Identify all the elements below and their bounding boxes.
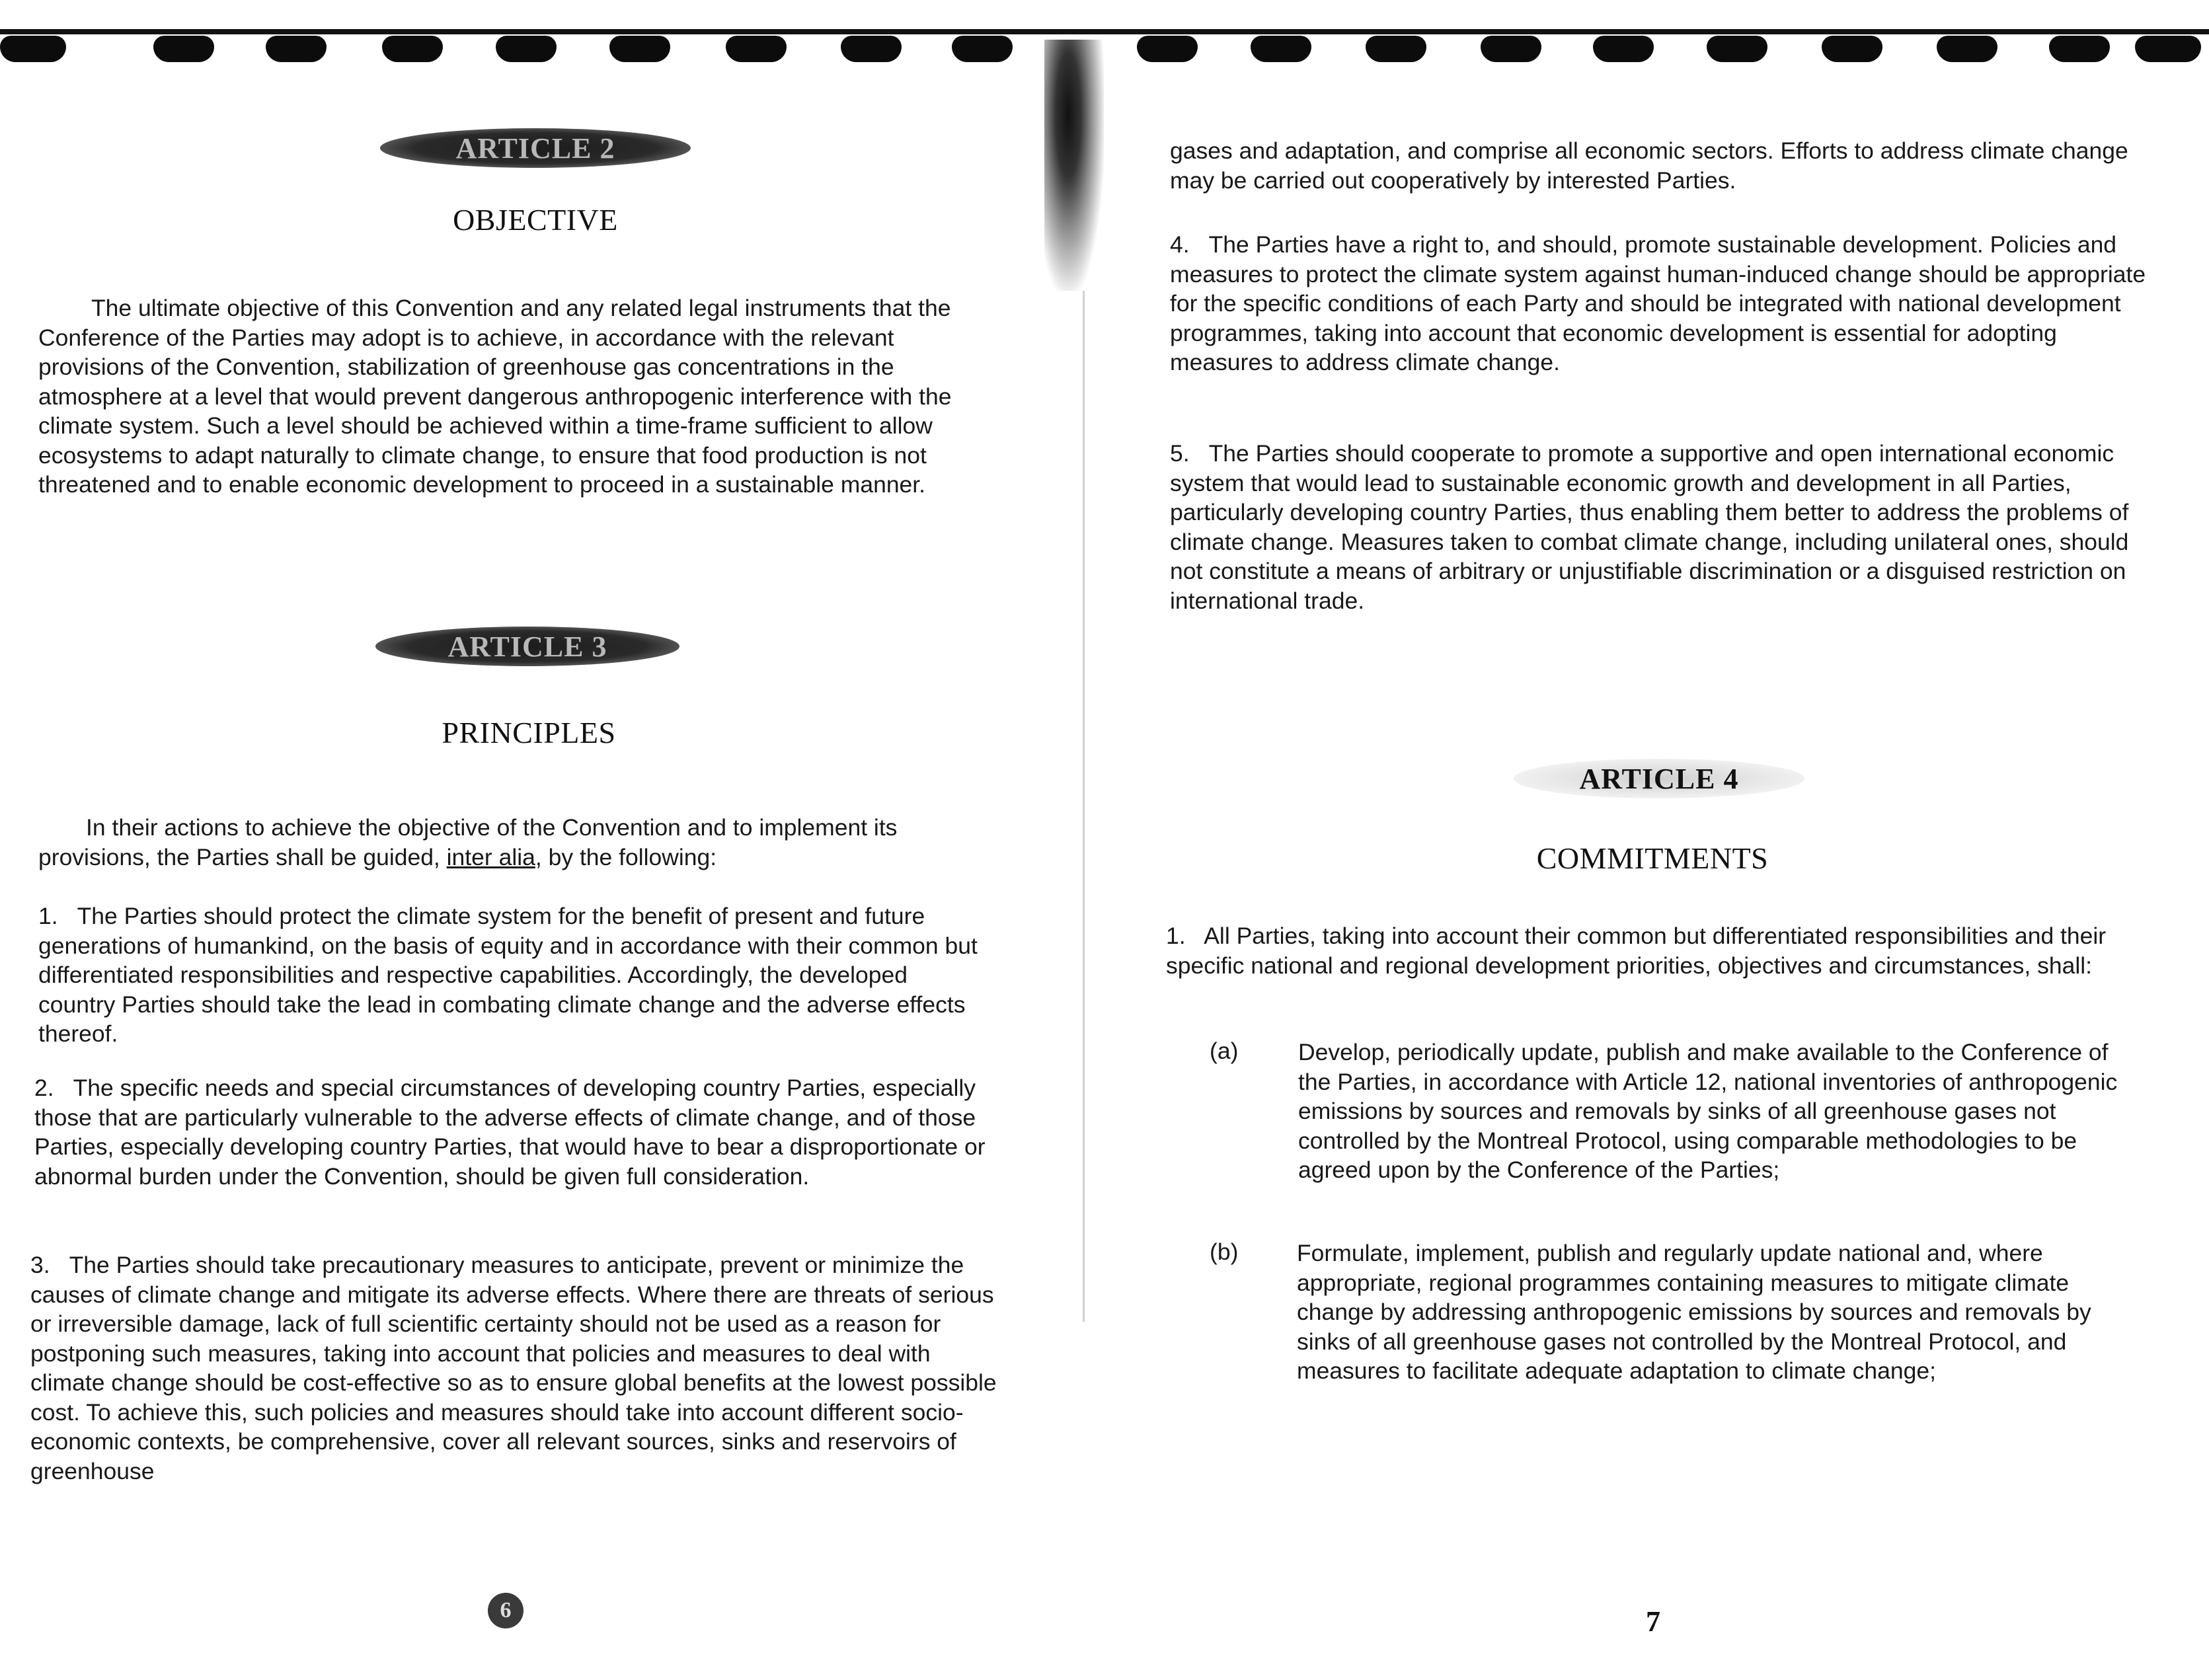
principle-text: The Parties should protect the climate system for the benefit of present and future generations of humankind, on the basis of equity and in accordance with their common but differentiated responsibilities and respective capabilities. Accordingly, the developed country Parties should take the lead in combating climate change and the adverse effects thereof. [38, 903, 978, 1047]
article-4-heading: COMMITMENTS [1536, 841, 1769, 875]
article-3-intro [38, 813, 997, 872]
article-3-intro-end: , by the following: [535, 843, 717, 870]
item-b-label: (b) [1210, 1239, 1239, 1265]
principle-1 [38, 901, 990, 1049]
principle-number: 2. [34, 1075, 54, 1101]
principle-5 [1170, 439, 2161, 615]
article-4-banner [1514, 759, 1804, 798]
article-3-banner-text: ARTICLE 3 [447, 630, 607, 663]
article-2-heading: OBJECTIVE [453, 203, 618, 237]
principle-number: 1. [38, 903, 58, 929]
principle-number: 5. [1170, 440, 1190, 467]
page-number-left: 6 [488, 1593, 523, 1628]
commitment-1 [1166, 921, 2171, 980]
page-number-right: 7 [1646, 1605, 1660, 1638]
left-page [0, 0, 1084, 1680]
item-a-label: (a) [1210, 1038, 1239, 1064]
article-3-banner [375, 627, 679, 666]
principle-text: The Parties should take precautionary measures to anticipate, prevent or minimize the causes of climate change and mitigate its adverse effects. Where there are threats of serious or irreversible damage, lack of full scientific certainty should not be used as a reason for postponing such measures, taking into account that policies and measures to deal with climate change should be cost-effective so as to ensure global benefits at the lowest possible cost. To achieve this, such policies and measures should take into account different socio-economic contexts, be comprehensive, cover all relevant sources, sinks and reservoirs of greenhouse [30, 1252, 997, 1484]
principle-text: The specific needs and special circumstances of developing country Parties, especially those that are particularly vulnerable to the adverse effects of climate change, and of those Parties, especially developing country Parties, that would have to bear a disproportionate or abnormal burden under the Convention, should be given full consideration. [34, 1075, 986, 1190]
item-b-text: Formulate, implement, publish and regularly update national and, where appropriate, regional programmes containing measures to mitigate climate change by addressing anthropogenic emissions by sources and removals by sinks of all greenhouse gases not controlled by the Montreal Protocol, and measures to facilitate adequate adaptation to climate change; [1297, 1240, 2091, 1384]
right-page [1097, 0, 2209, 1680]
principle-2 [34, 1073, 1006, 1191]
article-4-banner-text: ARTICLE 4 [1579, 762, 1739, 795]
inter-alia-text: inter alia [446, 843, 535, 870]
article-2-paragraph-text: The ultimate objective of this Convention and any related legal instruments that the Conference of the Parties may adopt is to achieve, in accordance with the relevant provisions of the Convention, stabilization of greenhouse gas concentrations in the atmosphere at a level that would prevent dangerous anthropogenic interference with the climate system. Such a level should be achieved within a time-frame sufficient to allow ecosystems to adapt naturally to climate change, to ensure that food production is not threatened and to enable economic development to proceed in a sustainable manner. [38, 295, 952, 498]
article-3-heading: PRINCIPLES [442, 716, 616, 749]
article-2-banner [380, 128, 691, 168]
commitment-number: 1. [1166, 923, 1186, 949]
item-a-text: Develop, periodically update, publish and make available to the Conference of the Parties, in accordance with Article 12, national inventories of anthropogenic emissions by sources and removals by sinks of all greenhouse gases not controlled by the Montreal Protocol, using comparable methodologies to be agreed upon by the Conference of the Parties; [1298, 1039, 2118, 1183]
principle-text: The Parties have a right to, and should, promote sustainable development. Policies and measures to protect the climate system against human-induced change should be appropriate for the specific conditions of each Party and should be integrated with national development programmes, taking into account that economic development is essential for adopting measures to address climate change. [1170, 231, 2146, 375]
commitment-text: All Parties, taking into account their common but differentiated responsibilities and their specific national and regional development priorities, objectives and circumstances, shall: [1166, 923, 2107, 979]
article-3-intro-text: In their actions to achieve the objective of the Convention and to implement its provisions, the Parties shall be guided, [38, 814, 898, 870]
item-a [1298, 1038, 2131, 1185]
principle-text: The Parties should cooperate to promote a supportive and open international economic system that would lead to sustainable economic growth and development in all Parties, particularly developing country Parties, thus enabling them better to address the problems of climate change. Measures taken to combat climate change, including unilateral ones, should not constitute a means of arbitrary or unjustifiable discrimination or a disguised restriction on international trade. [1170, 440, 2129, 614]
principle-number: 3. [30, 1252, 50, 1278]
article-2-banner-text: ARTICLE 2 [455, 132, 615, 165]
principle-number: 4. [1170, 231, 1190, 258]
continuation-text: gases and adaptation, and comprise all economic sectors. Efforts to address climate change may be carried out cooperatively by interested Parties. [1170, 137, 2128, 194]
item-b [1297, 1239, 2130, 1386]
principle-4 [1170, 230, 2161, 377]
principle-3-continuation [1170, 136, 2161, 195]
principle-3 [30, 1250, 1002, 1486]
article-2-paragraph [38, 293, 997, 500]
